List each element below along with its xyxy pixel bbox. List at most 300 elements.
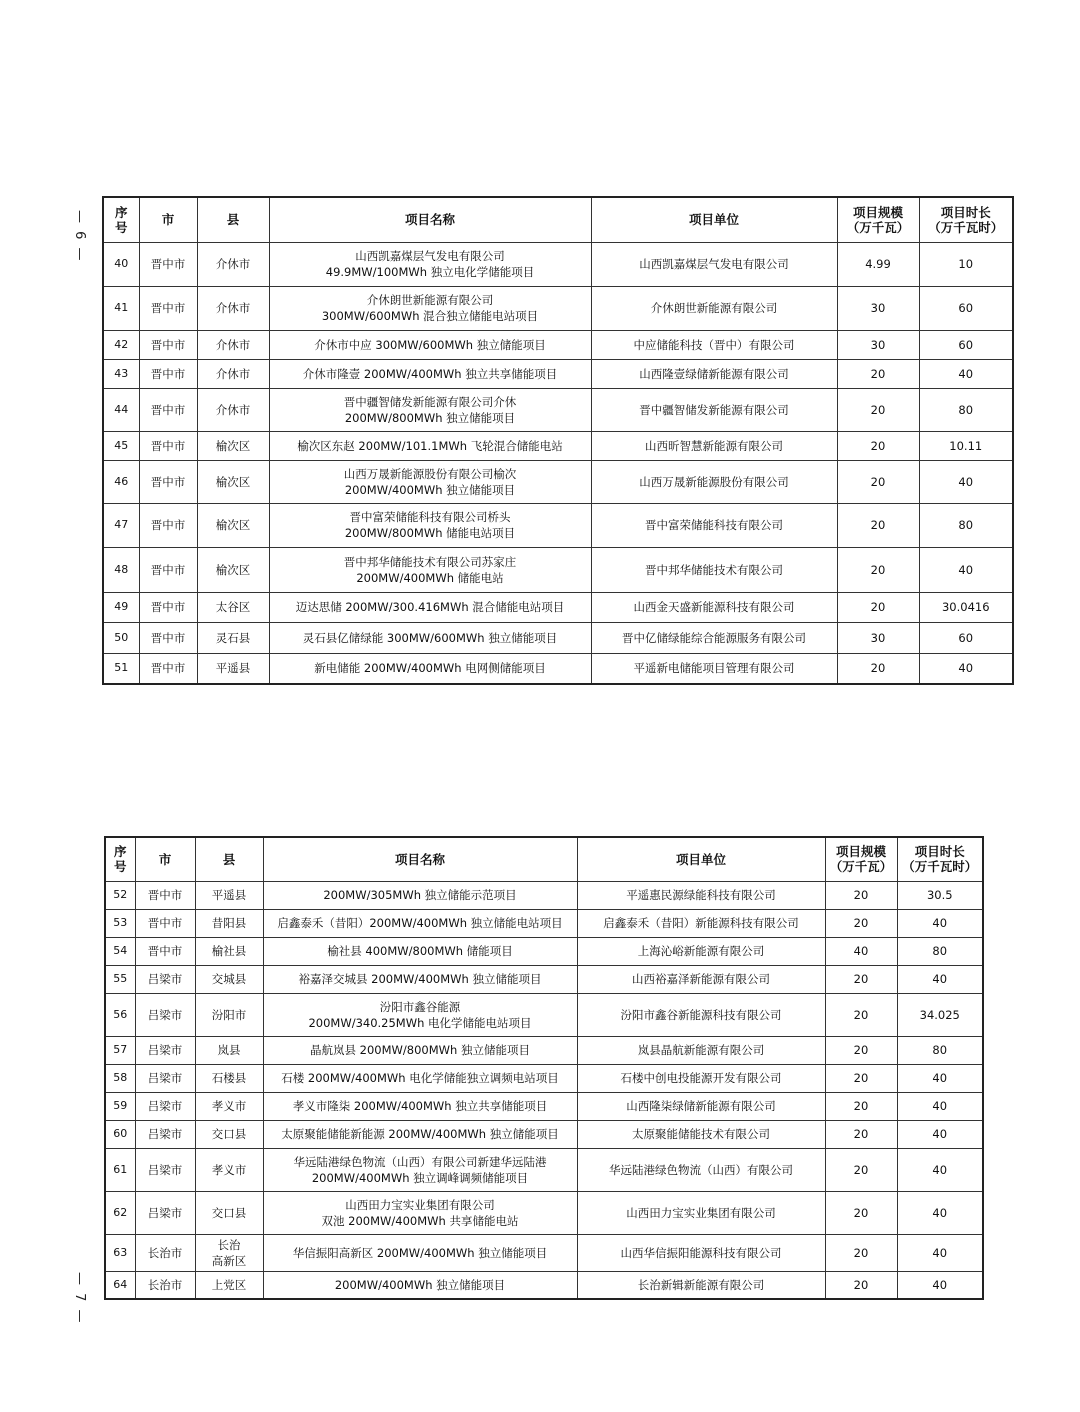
scale-cell xyxy=(837,653,919,684)
cell-text: 平遥惠民源绿能科技有限公司 xyxy=(626,888,776,902)
cell-text: 20 xyxy=(853,1099,869,1113)
cell-text: 200MW/800MWh 储能电站项目 xyxy=(344,526,516,540)
cell-text: 62 xyxy=(113,1205,128,1219)
scale-cell xyxy=(837,242,919,286)
cell-text: 石楼 200MW/400MWh 电化学储能独立调频电站项目 xyxy=(281,1071,559,1085)
project-name-cell xyxy=(263,1234,577,1271)
project-unit-cell xyxy=(577,1120,825,1148)
duration-cell xyxy=(919,431,1013,460)
cell-text: 52 xyxy=(113,888,128,901)
duration-cell xyxy=(897,881,983,909)
cell-text: 石楼中创电投能源开发有限公司 xyxy=(620,1071,782,1085)
cell-text: 介休市隆壹 200MW/400MWh 独立共享储能项目 xyxy=(302,366,558,381)
duration-cell xyxy=(897,1064,983,1092)
cell-text: 平遥新电储能项目管理有限公司 xyxy=(633,661,795,676)
table-header-row xyxy=(105,837,983,881)
table-row xyxy=(105,937,983,965)
cell-text: 石楼县 xyxy=(211,1071,247,1085)
seq-cell xyxy=(103,388,139,431)
county-cell xyxy=(195,1036,263,1064)
header-text: （万千瓦） xyxy=(846,219,910,235)
table-row xyxy=(105,1148,983,1191)
cell-text: 晋中邦华储能技术有限公司 xyxy=(645,562,783,577)
project-unit-cell xyxy=(591,431,837,460)
scale-cell xyxy=(837,286,919,330)
city-cell xyxy=(135,1036,195,1064)
project-name-cell xyxy=(269,622,591,653)
seq-cell xyxy=(103,653,139,684)
header-project-unit xyxy=(591,197,837,242)
header-text: 市 xyxy=(158,851,172,867)
cell-text: 51 xyxy=(114,661,129,675)
county-cell xyxy=(195,1120,263,1148)
cell-text: 昔阳县 xyxy=(211,916,247,930)
cell-text: 榆社县 400MW/800MWh 储能项目 xyxy=(327,944,513,958)
project-unit-cell xyxy=(577,1148,825,1191)
cell-text: 吕梁市 xyxy=(147,1007,183,1022)
header-text: 项目名称 xyxy=(394,851,445,867)
cell-text: 汾阳市鑫谷能源 xyxy=(379,999,461,1014)
cell-text: 晋中亿储绿能综合能源服务有限公司 xyxy=(622,630,806,645)
header-county xyxy=(195,837,263,881)
cell-text: 80 xyxy=(932,1043,948,1057)
table-row xyxy=(103,431,1013,460)
table-row xyxy=(105,1271,983,1299)
cell-text: 47 xyxy=(114,518,129,531)
county-cell xyxy=(197,431,269,460)
project-name-cell xyxy=(263,1092,577,1120)
seq-cell xyxy=(105,881,135,909)
duration-cell xyxy=(897,993,983,1036)
project-name-cell xyxy=(269,431,591,460)
cell-text: 40 xyxy=(932,1162,948,1177)
cell-text: 200MW/340.25MWh 电化学储能电站项目 xyxy=(308,1015,532,1030)
project-name-cell xyxy=(263,937,577,965)
city-cell xyxy=(135,1064,195,1092)
header-project-unit xyxy=(577,837,825,881)
project-name-cell xyxy=(263,1120,577,1148)
cell-text: 高新区 xyxy=(211,1253,247,1268)
cell-text: 53 xyxy=(113,916,128,929)
seq-cell xyxy=(103,592,139,622)
county-cell xyxy=(197,592,269,622)
cell-text: 20 xyxy=(853,888,869,902)
cell-text: 4.99 xyxy=(865,257,891,271)
cell-text: 40 xyxy=(932,972,948,986)
scale-cell xyxy=(825,1234,897,1271)
seq-cell xyxy=(103,547,139,592)
project-unit-cell xyxy=(577,1271,825,1299)
cell-text: 灵石县 xyxy=(215,630,251,645)
duration-cell xyxy=(897,1191,983,1234)
project-table-page-7 xyxy=(104,836,982,1300)
cell-text: 晋中市 xyxy=(150,438,186,453)
scale-cell xyxy=(825,1148,897,1191)
cell-text: 孝义市 xyxy=(211,1099,247,1113)
cell-text: 介休市 xyxy=(215,301,251,315)
cell-text: 灵石县亿储绿能 300MW/600MWh 独立储能项目 xyxy=(302,630,558,645)
cell-text: 42 xyxy=(114,337,129,351)
duration-cell xyxy=(897,1271,983,1299)
cell-text: 吕梁市 xyxy=(147,1043,183,1057)
header-duration xyxy=(897,837,983,881)
city-cell xyxy=(139,242,197,286)
cell-text: 晋中市 xyxy=(147,944,183,958)
cell-text: 20 xyxy=(853,1071,869,1085)
city-cell xyxy=(135,965,195,993)
seq-cell xyxy=(105,1092,135,1120)
cell-text: 长治 xyxy=(217,1237,241,1252)
duration-cell xyxy=(919,460,1013,503)
project-unit-cell xyxy=(591,592,837,622)
cell-text: 10.11 xyxy=(949,438,983,453)
seq-cell xyxy=(105,909,135,937)
project-unit-cell xyxy=(577,965,825,993)
cell-text: 介休市 xyxy=(215,366,251,381)
cell-text: 新电储能 200MW/400MWh 电网侧储能项目 xyxy=(314,661,546,676)
project-unit-cell xyxy=(591,242,837,286)
duration-cell xyxy=(897,1120,983,1148)
duration-cell xyxy=(897,1036,983,1064)
cell-text: 200MW/400MWh 独立储能项目 xyxy=(344,482,516,497)
table-row xyxy=(103,330,1013,359)
city-cell xyxy=(139,592,197,622)
cell-text: 汾阳市鑫谷新能源科技有限公司 xyxy=(620,1007,782,1022)
cell-text: 200MW/400MWh 储能电站 xyxy=(356,570,504,585)
county-cell xyxy=(197,653,269,684)
duration-cell xyxy=(897,937,983,965)
city-cell xyxy=(135,937,195,965)
city-cell xyxy=(139,388,197,431)
header-seq xyxy=(103,197,139,242)
cell-text: 晋中市 xyxy=(150,474,186,489)
cell-text: 34.025 xyxy=(919,1007,960,1022)
scale-cell xyxy=(837,622,919,653)
project-unit-cell xyxy=(591,286,837,330)
header-scale xyxy=(837,197,919,242)
scale-cell xyxy=(825,881,897,909)
cell-text: 介休朗世新能源有限公司 xyxy=(366,293,494,307)
table-row xyxy=(103,286,1013,330)
cell-text: 40 xyxy=(932,1127,948,1141)
table-row xyxy=(103,359,1013,388)
cell-text: 长治市 xyxy=(147,1245,183,1260)
cell-text: 45 xyxy=(114,438,129,452)
project-table xyxy=(102,196,1014,685)
seq-cell xyxy=(103,359,139,388)
cell-text: 介休市 xyxy=(215,337,251,352)
cell-text: 54 xyxy=(113,944,128,957)
duration-cell xyxy=(919,286,1013,330)
city-cell xyxy=(139,547,197,592)
cell-text: 20 xyxy=(870,661,886,676)
cell-text: 太谷区 xyxy=(215,600,251,614)
county-cell xyxy=(195,1191,263,1234)
cell-text: 59 xyxy=(113,1099,128,1112)
project-unit-cell xyxy=(591,503,837,547)
table-row xyxy=(105,1064,983,1092)
cell-text: 迈达思储 200MW/300.416MWh 混合储能电站项目 xyxy=(295,600,565,614)
project-name-cell xyxy=(263,1148,577,1191)
cell-text: 20 xyxy=(853,916,869,930)
cell-text: 晋中市 xyxy=(150,630,186,645)
cell-text: 晋中富荣储能科技有限公司桥头 xyxy=(349,510,511,524)
cell-text: 山西华信振阳能源科技有限公司 xyxy=(620,1245,782,1260)
duration-cell xyxy=(919,242,1013,286)
cell-text: 30 xyxy=(870,301,886,315)
seq-cell xyxy=(103,431,139,460)
cell-text: 吕梁市 xyxy=(147,972,183,986)
county-cell xyxy=(197,330,269,359)
cell-text: 长治市 xyxy=(147,1277,183,1292)
table-row xyxy=(105,909,983,937)
table-row xyxy=(103,242,1013,286)
cell-text: 太原聚能储能新能源 200MW/400MWh 独立储能项目 xyxy=(281,1127,559,1141)
duration-cell xyxy=(897,909,983,937)
cell-text: 60 xyxy=(958,301,974,315)
header-scale xyxy=(825,837,897,881)
county-cell xyxy=(195,937,263,965)
cell-text: 启鑫泰禾（昔阳）新能源科技有限公司 xyxy=(603,916,799,930)
header-text: 序 xyxy=(113,844,127,860)
cell-text: 吕梁市 xyxy=(147,1099,183,1113)
project-name-cell xyxy=(269,547,591,592)
header-text: 项目规模 xyxy=(852,204,903,220)
duration-cell xyxy=(919,388,1013,431)
seq-cell xyxy=(105,1271,135,1299)
cell-text: 华信振阳高新区 200MW/400MWh 独立储能项目 xyxy=(292,1245,548,1260)
scale-cell xyxy=(825,1092,897,1120)
cell-text: 20 xyxy=(853,972,869,986)
project-unit-cell xyxy=(577,1064,825,1092)
cell-text: 63 xyxy=(113,1245,128,1259)
city-cell xyxy=(135,1092,195,1120)
scale-cell xyxy=(825,1064,897,1092)
header-project-name xyxy=(263,837,577,881)
county-cell xyxy=(197,388,269,431)
project-unit-cell xyxy=(591,359,837,388)
cell-text: 20 xyxy=(853,1205,869,1220)
scale-cell xyxy=(825,1271,897,1299)
cell-text: 30.0416 xyxy=(941,600,990,614)
cell-text: 40 xyxy=(932,1205,948,1220)
table-row xyxy=(103,592,1013,622)
header-text: 项目单位 xyxy=(688,212,739,228)
table-row xyxy=(105,1036,983,1064)
county-cell xyxy=(195,1148,263,1191)
project-unit-cell xyxy=(591,622,837,653)
project-name-cell xyxy=(263,965,577,993)
cell-text: 晋中市 xyxy=(150,257,186,271)
cell-text: 岚县 xyxy=(217,1043,241,1057)
duration-cell xyxy=(919,547,1013,592)
header-text: 县 xyxy=(222,851,236,867)
cell-text: 61 xyxy=(113,1162,128,1176)
city-cell xyxy=(135,993,195,1036)
cell-text: 30 xyxy=(870,337,886,352)
project-unit-cell xyxy=(577,1036,825,1064)
header-project-name xyxy=(269,197,591,242)
cell-text: 孝义市隆柒 200MW/400MWh 独立共享储能项目 xyxy=(292,1099,548,1113)
cell-text: 晋中市 xyxy=(150,337,186,352)
cell-text: 30 xyxy=(870,630,886,645)
city-cell xyxy=(135,1120,195,1148)
project-unit-cell xyxy=(591,330,837,359)
cell-text: 榆次区 xyxy=(215,474,251,489)
cell-text: 榆次区 xyxy=(215,562,251,577)
cell-text: 晶航岚县 200MW/800MWh 独立储能项目 xyxy=(310,1043,530,1057)
table-row xyxy=(105,1191,983,1234)
county-cell xyxy=(197,242,269,286)
header-city xyxy=(135,837,195,881)
scale-cell xyxy=(837,431,919,460)
scale-cell xyxy=(825,937,897,965)
seq-cell xyxy=(103,503,139,547)
project-unit-cell xyxy=(577,1234,825,1271)
cell-text: 49 xyxy=(114,600,129,613)
cell-text: 介休市 xyxy=(215,257,251,271)
cell-text: 80 xyxy=(932,944,948,958)
cell-text: 交口县 xyxy=(211,1127,247,1141)
page-number-top: — 6 — xyxy=(72,210,87,263)
header-text: 项目单位 xyxy=(675,851,726,867)
seq-cell xyxy=(103,330,139,359)
cell-text: 44 xyxy=(114,402,129,416)
table-row xyxy=(103,653,1013,684)
cell-text: 吕梁市 xyxy=(147,1127,183,1141)
cell-text: 山西万晟新能源股份有限公司 xyxy=(639,474,789,489)
cell-text: 长治新辑新能源有限公司 xyxy=(637,1277,765,1292)
table-row xyxy=(105,1120,983,1148)
cell-text: 榆社县 xyxy=(211,944,247,958)
cell-text: 55 xyxy=(113,972,128,985)
scale-cell xyxy=(825,1191,897,1234)
county-cell xyxy=(197,286,269,330)
county-cell xyxy=(197,460,269,503)
cell-text: 吕梁市 xyxy=(147,1162,183,1177)
seq-cell xyxy=(103,460,139,503)
header-text: （万千瓦时） xyxy=(902,859,978,875)
cell-text: 榆次区 xyxy=(215,518,251,532)
scale-cell xyxy=(837,592,919,622)
scale-cell xyxy=(825,993,897,1036)
project-name-cell xyxy=(269,460,591,503)
project-name-cell xyxy=(269,359,591,388)
page-number-bottom: — 7 — xyxy=(72,1272,87,1325)
cell-text: 山西裕嘉泽新能源有限公司 xyxy=(632,972,770,986)
cell-text: 20 xyxy=(870,438,886,453)
scale-cell xyxy=(837,330,919,359)
duration-cell xyxy=(897,1148,983,1191)
scale-cell xyxy=(825,965,897,993)
county-cell xyxy=(197,359,269,388)
cell-text: 交口县 xyxy=(211,1205,247,1220)
cell-text: 孝义市 xyxy=(211,1162,247,1177)
county-cell xyxy=(195,965,263,993)
cell-text: 介休市 xyxy=(215,402,251,417)
cell-text: 10 xyxy=(958,257,974,271)
project-unit-cell xyxy=(577,993,825,1036)
cell-text: 山西万晟新能源股份有限公司榆次 xyxy=(343,466,517,481)
city-cell xyxy=(135,1271,195,1299)
cell-text: 40 xyxy=(958,366,974,381)
cell-text: 汾阳市 xyxy=(211,1007,247,1022)
cell-text: 46 xyxy=(114,474,129,488)
duration-cell xyxy=(897,1234,983,1271)
cell-text: 晋中疆智储发新能源有限公司 xyxy=(639,402,789,417)
seq-cell xyxy=(105,1064,135,1092)
cell-text: 山西昕智慧新能源有限公司 xyxy=(645,438,783,453)
project-name-cell xyxy=(269,503,591,547)
cell-text: 20 xyxy=(870,474,886,489)
cell-text: 60 xyxy=(958,337,974,352)
seq-cell xyxy=(103,286,139,330)
cell-text: 50 xyxy=(114,630,129,644)
cell-text: 晋中市 xyxy=(150,661,186,676)
county-cell xyxy=(195,1064,263,1092)
table-row xyxy=(105,881,983,909)
seq-cell xyxy=(105,1234,135,1271)
city-cell xyxy=(139,286,197,330)
table-row xyxy=(105,1234,983,1271)
scale-cell xyxy=(825,1036,897,1064)
table-row xyxy=(103,503,1013,547)
cell-text: 交城县 xyxy=(211,972,247,986)
cell-text: 58 xyxy=(113,1071,128,1084)
table-row xyxy=(103,547,1013,592)
seq-cell xyxy=(105,937,135,965)
project-name-cell xyxy=(263,1271,577,1299)
cell-text: 20 xyxy=(853,1277,869,1292)
project-name-cell xyxy=(269,653,591,684)
city-cell xyxy=(135,1234,195,1271)
cell-text: 介休市中应 300MW/600MWh 独立储能项目 xyxy=(314,337,546,352)
county-cell xyxy=(195,993,263,1036)
header-city xyxy=(139,197,197,242)
cell-text: 40 xyxy=(958,562,974,577)
cell-text: 华远陆港绿色物流（山西）有限公司 xyxy=(609,1162,793,1177)
cell-text: 晋中市 xyxy=(150,562,186,577)
project-name-cell xyxy=(263,909,577,937)
city-cell xyxy=(139,503,197,547)
cell-text: 40 xyxy=(958,661,974,676)
seq-cell xyxy=(105,993,135,1036)
seq-cell xyxy=(105,1036,135,1064)
city-cell xyxy=(139,460,197,503)
cell-text: 20 xyxy=(870,562,886,577)
project-name-cell xyxy=(263,1064,577,1092)
cell-text: 20 xyxy=(870,600,886,614)
cell-text: 40 xyxy=(958,474,974,489)
cell-text: 岚县晶航新能源有限公司 xyxy=(637,1043,765,1057)
cell-text: 60 xyxy=(958,630,974,645)
header-text: 号 xyxy=(114,219,128,235)
table-row xyxy=(105,965,983,993)
county-cell xyxy=(195,1234,263,1271)
scale-cell xyxy=(837,503,919,547)
header-county xyxy=(197,197,269,242)
cell-text: 介休朗世新能源有限公司 xyxy=(650,301,778,315)
cell-text: 晋中市 xyxy=(150,366,186,381)
cell-text: 榆次区东赵 200MW/101.1MWh 飞轮混合储能电站 xyxy=(297,438,563,453)
project-unit-cell xyxy=(591,460,837,503)
duration-cell xyxy=(897,1092,983,1120)
table-row xyxy=(103,460,1013,503)
cell-text: 晋中市 xyxy=(150,518,186,532)
header-text: （万千瓦时） xyxy=(928,219,1004,235)
header-text: 市 xyxy=(161,212,175,228)
cell-text: 64 xyxy=(113,1277,128,1291)
